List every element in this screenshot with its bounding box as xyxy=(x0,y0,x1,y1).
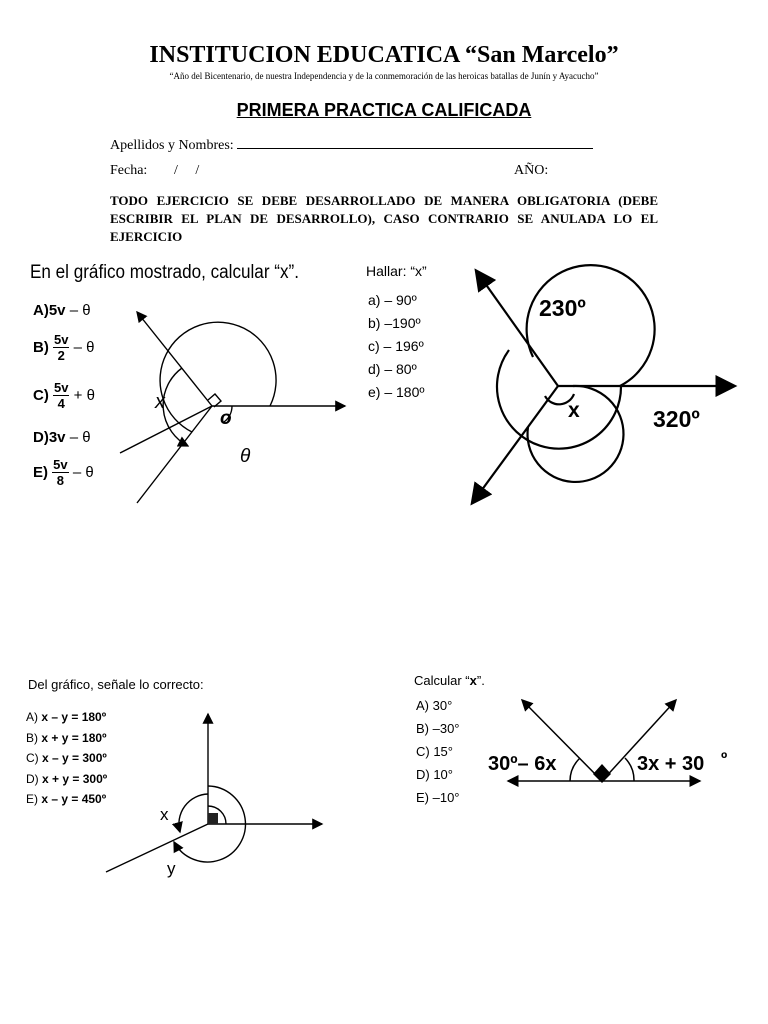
instructions-text: TODO EJERCICIO SE DEBE DESARROLLADO DE MANERA OBLIGATORIA (DEBE ESCRIBIR EL PLAN DE DESARROLLO), CASO CONTRARIO SE ANULADA LO EL EJERCICIO xyxy=(110,193,658,244)
q2-option-d: d) – 80º xyxy=(368,361,417,377)
names-label: Apellidos y Nombres: xyxy=(110,138,234,153)
q2-prompt: Hallar: “x” xyxy=(366,263,427,279)
q1-label-o: o xyxy=(220,408,232,429)
q4-option-d: D) 10° xyxy=(416,767,453,782)
practice-title: PRIMERA PRACTICA CALIFICADA xyxy=(236,100,532,120)
q4-right-angle-mark xyxy=(593,764,611,783)
q4-option-e: E) –10° xyxy=(416,790,460,805)
year-motto: “Año del Bicentenario, de nuestra Independencia y de la conmemoración de las heroicas batallas de Junín y Ayacucho” xyxy=(169,71,599,81)
q3-option-d: D) x + y = 300º xyxy=(26,772,108,786)
q1-angle-diagram xyxy=(100,290,360,520)
q1-prompt: En el gráfico mostrado, calcular “x”. xyxy=(30,262,299,283)
q1-right-angle-mark xyxy=(208,394,221,407)
names-blank-line[interactable] xyxy=(237,136,593,149)
q3-option-e: E) x – y = 450º xyxy=(26,792,107,806)
q1-ray-upper-left xyxy=(137,312,212,406)
q1-ray-left xyxy=(120,406,212,453)
q2-option-e: e) – 180º xyxy=(368,384,425,400)
q2-label-320: 320º xyxy=(653,406,700,432)
year-label: AÑO: xyxy=(514,163,549,178)
q3-angle-diagram xyxy=(100,708,330,883)
q1-option-e: E) $\frac{5v}{8}$ – θ xyxy=(33,457,94,488)
q3-prompt: Del gráfico, señale lo correcto: xyxy=(28,677,204,692)
q2-arc-320-outer xyxy=(497,350,621,449)
q1-option-d: D)3v – θ xyxy=(33,429,91,446)
q4-label-left: 30º– 6x xyxy=(488,753,557,775)
q3-right-angle-mark xyxy=(208,813,218,824)
q3-label-x: x xyxy=(160,805,169,824)
q1-label-x: x xyxy=(155,391,165,413)
q4-option-c: C) 15° xyxy=(416,744,453,759)
q1-option-a: A)5v – θ xyxy=(33,302,91,319)
q4-prompt: Calcular “x”. xyxy=(414,673,485,688)
q1-ray-lower-left xyxy=(137,406,212,503)
q2-option-c: c) – 196º xyxy=(368,338,424,354)
q2-ray-lower xyxy=(473,386,558,502)
q3-option-c: C) x – y = 300º xyxy=(26,751,107,765)
q1-arc-outer xyxy=(160,322,276,432)
q4-label-degree: º xyxy=(721,749,728,768)
q3-ray-lower-left xyxy=(106,824,208,872)
q2-label-230: 230º xyxy=(539,295,586,321)
q2-angle-diagram xyxy=(455,262,755,517)
q4-arc-right xyxy=(625,758,634,781)
institution-title: INSTITUCION EDUCATICA “San Marcelo” xyxy=(149,42,619,68)
q4-angle-diagram xyxy=(480,688,740,798)
q4-option-b: B) –30° xyxy=(416,721,460,736)
q3-label-y: y xyxy=(167,859,176,878)
q2-option-b: b) –190º xyxy=(368,315,421,331)
q4-arc-left xyxy=(570,758,580,781)
q1-label-theta: θ xyxy=(240,446,251,467)
q3-option-a: A) x – y = 180º xyxy=(26,710,107,724)
q2-label-x: x xyxy=(568,399,580,422)
q4-option-a: A) 30° xyxy=(416,698,453,713)
q2-option-a: a) – 90º xyxy=(368,292,417,308)
date-slashes: / / xyxy=(174,163,200,178)
names-field xyxy=(110,136,593,154)
date-label: Fecha: xyxy=(110,163,148,178)
q1-option-b: B) $\frac{5v}{2}$ – θ xyxy=(33,332,95,363)
q3-option-b: B) x + y = 180º xyxy=(26,731,107,745)
q4-label-right: 3x + 30 xyxy=(637,753,705,775)
q1-option-c: C) $\frac{5v}{4}$ + θ xyxy=(33,380,95,411)
q2-ray-upper xyxy=(477,272,558,386)
